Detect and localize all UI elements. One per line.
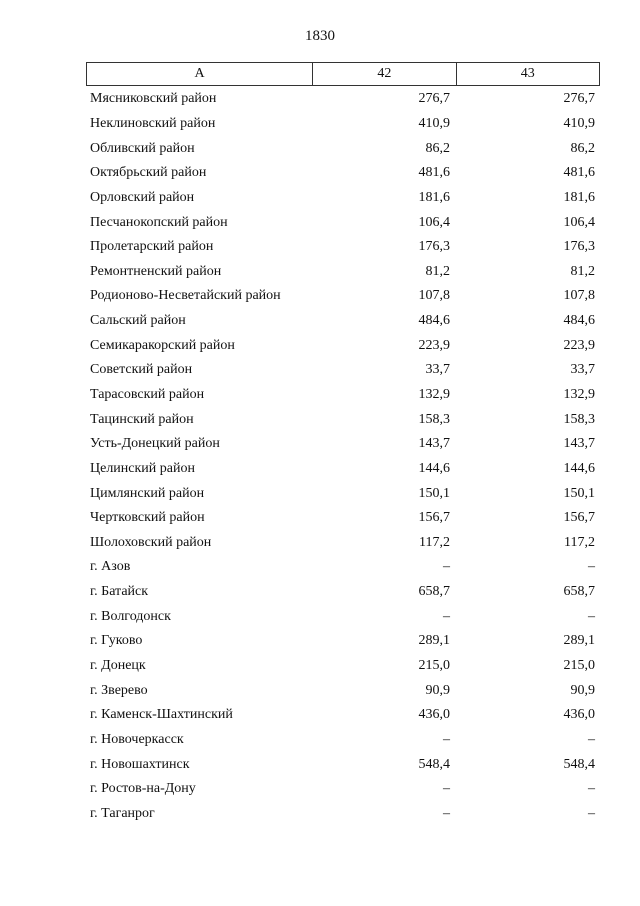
- row-value-42: 436,0: [418, 707, 450, 723]
- row-value-43: 143,7: [563, 436, 595, 452]
- table-row: [86, 161, 600, 186]
- row-value-42: 276,7: [418, 91, 450, 107]
- table-row: [86, 654, 600, 679]
- row-name: Сальский район: [90, 313, 186, 329]
- table-row: [86, 604, 600, 629]
- row-value-42: –: [443, 781, 450, 797]
- row-name: г. Новочеркасск: [90, 731, 184, 747]
- table-row: [86, 531, 600, 556]
- row-name: Шолоховский район: [90, 534, 212, 550]
- row-name: Пролетарский район: [90, 239, 214, 255]
- row-name: Советский район: [90, 362, 193, 378]
- row-value-42: –: [443, 805, 450, 821]
- row-name: г. Таганрог: [90, 805, 155, 821]
- row-value-42: 106,4: [418, 214, 450, 230]
- row-value-42: 144,6: [418, 460, 450, 476]
- row-value-42: 81,2: [425, 263, 450, 279]
- header-col-a: А: [194, 66, 205, 81]
- row-value-42: 33,7: [425, 362, 450, 378]
- row-name: Песчанокопский район: [90, 214, 228, 230]
- row-value-43: 106,4: [563, 214, 595, 230]
- table-row: [86, 580, 600, 605]
- row-value-43: 436,0: [563, 707, 595, 723]
- row-value-43: 223,9: [563, 337, 595, 353]
- row-value-42: 658,7: [418, 584, 450, 600]
- row-name: Целинский район: [90, 460, 195, 476]
- row-value-43: –: [588, 781, 595, 797]
- table-row: [86, 333, 600, 358]
- row-value-43: 132,9: [563, 387, 595, 402]
- table-row: [86, 752, 600, 777]
- row-value-42: 176,3: [418, 239, 450, 255]
- row-name: Октябрьский район: [90, 165, 207, 181]
- row-value-43: 484,6: [563, 313, 595, 329]
- row-value-43: 90,9: [570, 682, 595, 698]
- row-value-42: 289,1: [418, 633, 450, 649]
- row-value-42: 548,4: [418, 756, 450, 772]
- row-value-43: 481,6: [563, 165, 595, 181]
- row-value-42: 410,9: [418, 115, 450, 131]
- row-value-43: 156,7: [563, 510, 595, 526]
- row-name: Обливский район: [90, 140, 195, 156]
- row-name: Семикаракорский район: [90, 337, 235, 353]
- table-row: [86, 136, 600, 161]
- row-value-43: 150,1: [563, 485, 595, 501]
- row-value-42: 481,6: [418, 165, 450, 181]
- row-value-43: –: [588, 559, 595, 575]
- table-row: [86, 432, 600, 457]
- row-name: Родионово-Несветайский район: [90, 288, 281, 304]
- row-value-43: 158,3: [563, 411, 595, 427]
- row-value-42: 156,7: [418, 510, 450, 526]
- table-row: [86, 777, 600, 802]
- row-name: г. Зверево: [90, 682, 148, 698]
- row-value-42: 132,9: [418, 387, 450, 402]
- table-row: [86, 284, 600, 309]
- table-row: [86, 210, 600, 235]
- row-value-43: 86,2: [570, 140, 595, 156]
- table-row: [86, 309, 600, 334]
- row-value-43: 181,6: [563, 189, 595, 205]
- row-value-43: 107,8: [563, 288, 595, 304]
- table-row: [86, 87, 600, 112]
- header-col-43: 43: [456, 63, 599, 85]
- row-value-43: –: [588, 608, 595, 624]
- row-name: г. Гуково: [90, 633, 143, 649]
- table-body: [86, 87, 600, 826]
- table-row: [86, 457, 600, 482]
- row-value-42: 158,3: [418, 411, 450, 427]
- row-value-42: –: [443, 608, 450, 624]
- row-value-42: –: [443, 559, 450, 575]
- row-value-42: 86,2: [425, 140, 450, 156]
- row-value-43: 410,9: [563, 115, 595, 131]
- row-value-43: 117,2: [564, 534, 595, 550]
- row-value-42: 117,2: [419, 534, 450, 550]
- row-name: Тарасовский район: [90, 387, 205, 402]
- table-row: [86, 186, 600, 211]
- table-row: [86, 728, 600, 753]
- row-value-43: 658,7: [563, 584, 595, 600]
- table-row: [86, 802, 600, 827]
- row-value-42: –: [443, 731, 450, 747]
- row-name: Ремонтненский район: [90, 263, 222, 279]
- row-value-42: 484,6: [418, 313, 450, 329]
- row-value-42: 223,9: [418, 337, 450, 353]
- table-header: [86, 62, 600, 86]
- table-row: [86, 259, 600, 284]
- page-number: 1830: [305, 28, 335, 44]
- row-name: Чертковский район: [90, 510, 205, 526]
- row-name: г. Азов: [90, 559, 131, 575]
- row-value-43: 215,0: [563, 658, 595, 674]
- row-name: Неклиновский район: [90, 115, 216, 131]
- row-name: г. Ростов-на-Дону: [90, 781, 196, 797]
- row-value-42: 150,1: [418, 485, 450, 501]
- table-row: [86, 629, 600, 654]
- table-row: [86, 555, 600, 580]
- table-row: [86, 112, 600, 137]
- table-row: [86, 407, 600, 432]
- row-name: г. Волгодонск: [90, 608, 171, 624]
- row-value-43: 176,3: [563, 239, 595, 255]
- row-name: Мясниковский район: [90, 91, 217, 107]
- table-row: [86, 481, 600, 506]
- row-value-43: 144,6: [563, 460, 595, 476]
- row-value-43: 276,7: [563, 91, 595, 107]
- row-name: г. Донецк: [90, 658, 146, 674]
- row-value-43: 289,1: [563, 633, 595, 649]
- row-value-42: 90,9: [425, 682, 450, 698]
- row-value-43: 548,4: [563, 756, 595, 772]
- row-name: Орловский район: [90, 189, 195, 205]
- table-row: [86, 358, 600, 383]
- row-value-42: 107,8: [418, 288, 450, 304]
- row-value-43: 81,2: [570, 263, 595, 279]
- row-name: Цимлянский район: [90, 485, 205, 501]
- data-table: [86, 62, 600, 826]
- row-value-42: 181,6: [418, 189, 450, 205]
- row-name: г. Новошахтинск: [90, 756, 190, 772]
- table-row: [86, 678, 600, 703]
- row-value-42: 215,0: [418, 658, 450, 674]
- row-value-43: –: [588, 805, 595, 821]
- row-name: г. Батайск: [90, 584, 149, 600]
- table-row: [86, 506, 600, 531]
- row-name: Усть-Донецкий район: [90, 436, 220, 452]
- header-col-42: 42: [312, 63, 455, 85]
- table-row: [86, 383, 600, 408]
- row-name: г. Каменск-Шахтинский: [90, 707, 233, 723]
- row-name: Тацинский район: [90, 411, 194, 427]
- row-value-43: 33,7: [570, 362, 595, 378]
- table-row: [86, 703, 600, 728]
- table-row: [86, 235, 600, 260]
- row-value-42: 143,7: [418, 436, 450, 452]
- row-value-43: –: [588, 731, 595, 747]
